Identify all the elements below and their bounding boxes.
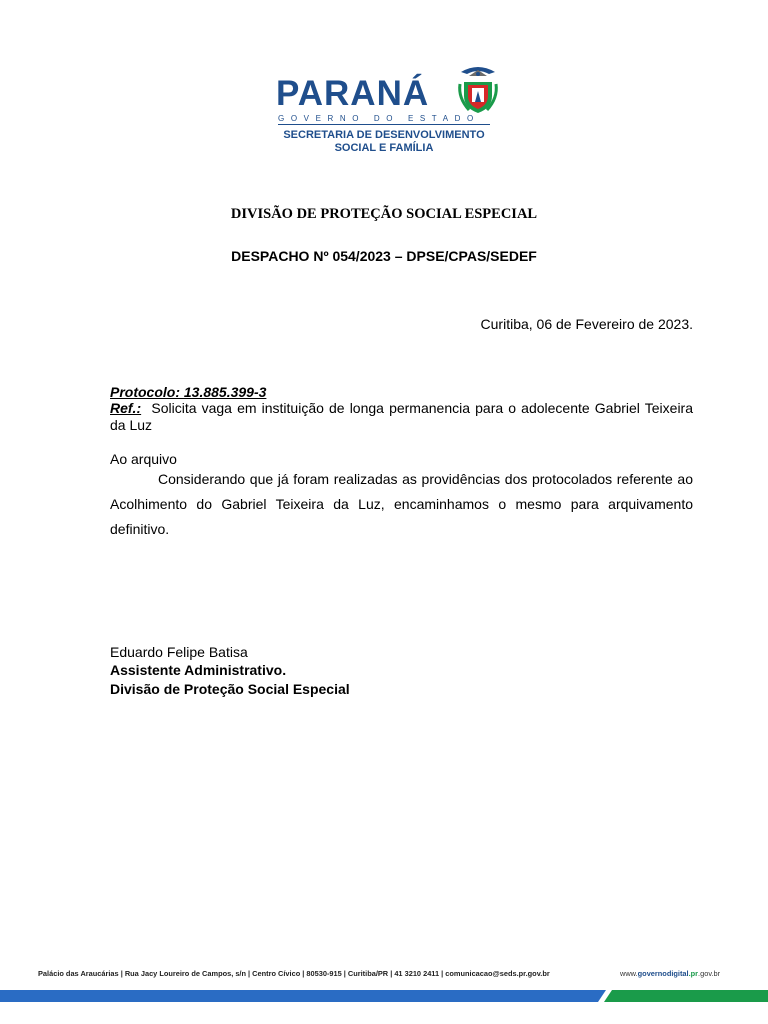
footer-site-prefix: www. (620, 969, 638, 978)
division-heading: DIVISÃO DE PROTEÇÃO SOCIAL ESPECIAL (230, 206, 538, 222)
logo-divider (278, 124, 490, 125)
footer-color-bar (0, 988, 768, 1002)
header-logo (270, 62, 510, 162)
body-paragraph: Considerando que já foram realizadas as providências dos protocolados referente ao Acolhimento do Gabriel Teixeira da Luz, encaminhamos o mesmo para arquivamento definitivo. (110, 471, 693, 537)
ao-arquivo-line: Ao arquivo (110, 451, 177, 467)
signatory-name: Eduardo Felipe Batisa (110, 644, 248, 660)
secretaria-line-1: SECRETARIA DE DESENVOLVIMENTO (283, 129, 485, 141)
footer-site-suffix: .gov.br (698, 969, 721, 978)
reference-text: Solicita vaga em instituição de longa permanencia para o adolecente Gabriel Teixeira da Luz (110, 400, 694, 433)
footer-website (620, 969, 720, 978)
footer-site-bold: governodigital (637, 969, 689, 978)
despacho-heading: DESPACHO Nº 054/2023 – DPSE/CPAS/SEDEF (231, 248, 537, 264)
signatory-title: Assistente Administrativo. (110, 662, 287, 678)
signatory-division: Divisão de Proteção Social Especial (110, 681, 350, 697)
state-crest-icon (455, 64, 501, 116)
reference-label: Ref.: (110, 400, 142, 416)
date-line: Curitiba, 06 de Fevereiro de 2023. (480, 316, 693, 332)
secretaria-line-2: SOCIAL E FAMÍLIA (334, 142, 434, 154)
logo-subtitle: GOVERNO DO ESTADO (278, 114, 480, 123)
reference-block (110, 400, 693, 434)
footer-address: Palácio das Araucárias | Rua Jacy Loureiro de Campos, s/n | Centro Cívico | 80530-915 | Curitiba/PR | 41 3210 2411 | comunicacao@seds.pr.gov.br (38, 969, 550, 978)
footer-site-mid: .pr (688, 969, 699, 978)
logo-secretaria (278, 129, 490, 155)
protocolo-number: Protocolo: 13.885.399-3 (110, 384, 267, 400)
logo-wordmark: PARANÁ (276, 74, 430, 113)
